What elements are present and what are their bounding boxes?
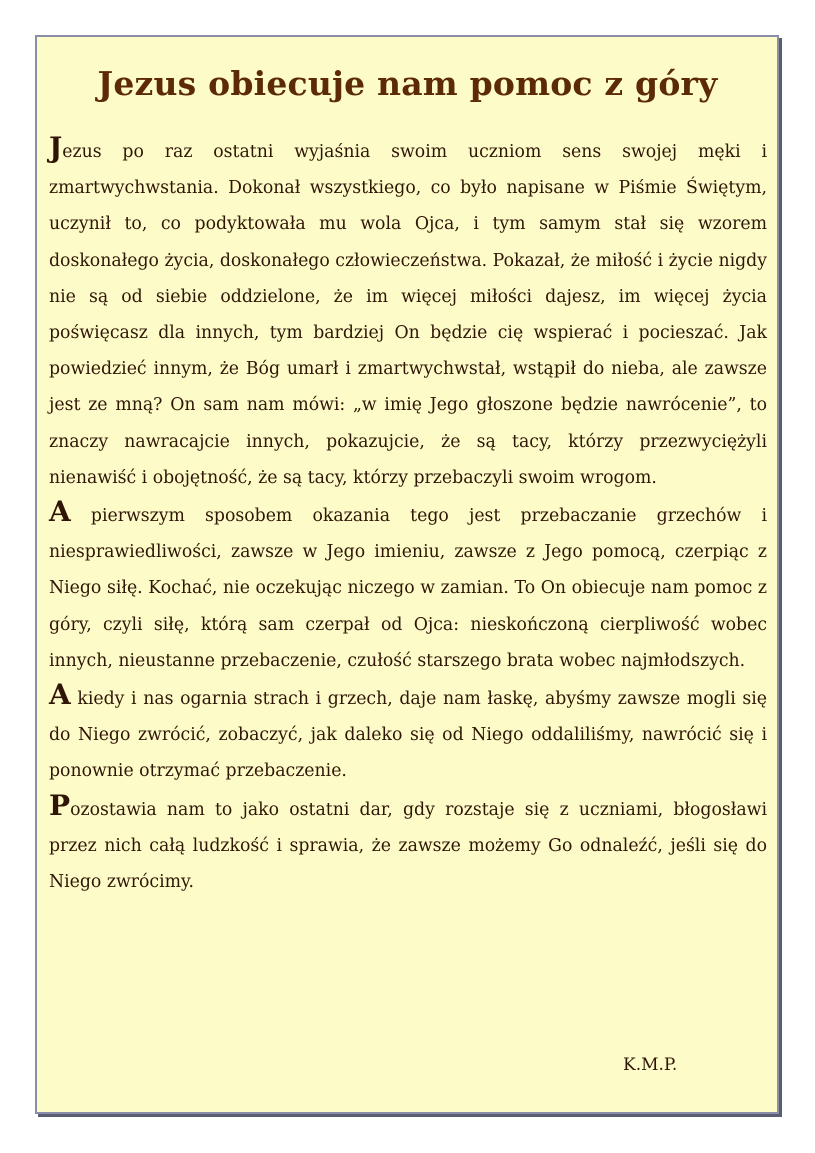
drop-initial: A [49, 495, 71, 529]
paragraph-3 [49, 678, 767, 790]
paragraph-text: kiedy i nas ogarnia strach i grzech, daje nam łaskę, abyśmy zawsze mogli się do Niego zwrócić, zobaczyć, jak daleko się od Niego oddaliliśmy, nawrócić się i ponownie otrzymać przebaczenie. [49, 689, 767, 782]
paragraph-text: ezus po raz ostatni wyjaśnia swoim uczniom sens swojej męki i zmartwychwstania. Dokonał wszystkiego, co było napisane w Piśmie Świętym, uczynił to, co podyktowała mu wola Ojca, i tym samym stał się wzorem doskonałego życia, doskonałego człowieczeństwa. Pokazał, że miłość i życie nigdy nie są od siebie oddzielone, że im więcej miłości dajesz, im więcej życia poświęcasz dla innych, tym bardziej On będzie cię wspierać i pocieszać. Jak powiedzieć innym, że Bóg umarł i zmartwychwstał, wstąpił do nieba, ale zawsze jest ze mną? On sam nam mówi: „w imię Jego głoszone będzie nawrócenie”, to znaczy nawracajcie innych, pokazujcie, że są tacy, którzy przezwyciężyli nienawiść i obojętność, że są tacy, którzy przebaczyli swoim wrogom. [49, 142, 767, 488]
drop-initial: J [49, 131, 63, 164]
paragraph-text: pierwszym sposobem okazania tego jest przebaczanie grzechów i niesprawiedliwości, zawsze w Jego imieniu, zawsze z Jego pomocą, czerpiąc z Niego siłę. Kochać, nie oczekując niczego w zamian. To On obiecuje nam pomoc z góry, czyli siłę, którą sam czerpał od Ojca: nieskończoną cierpliwość wobec innych, nieustanne przebaczenie, czułość starszego brata wobec najmłodszych. [49, 506, 767, 671]
signature: K.M.P. [623, 1055, 678, 1075]
paragraph-1 [49, 131, 767, 496]
document-title: Jezus obiecuje nam pomoc z góry [97, 64, 718, 103]
paragraph-4 [49, 788, 767, 901]
document-body [49, 131, 767, 900]
paragraph-text: ozostawia nam to jako ostatni dar, gdy rozstaje się z uczniami, błogosławi przez nich całą ludzkość i sprawia, że zawsze możemy Go odnaleźć, jeśli się do Niego zwrócimy. [49, 799, 767, 893]
drop-initial: P [49, 788, 71, 822]
paragraph-2 [49, 495, 767, 679]
drop-initial: A [49, 678, 71, 712]
